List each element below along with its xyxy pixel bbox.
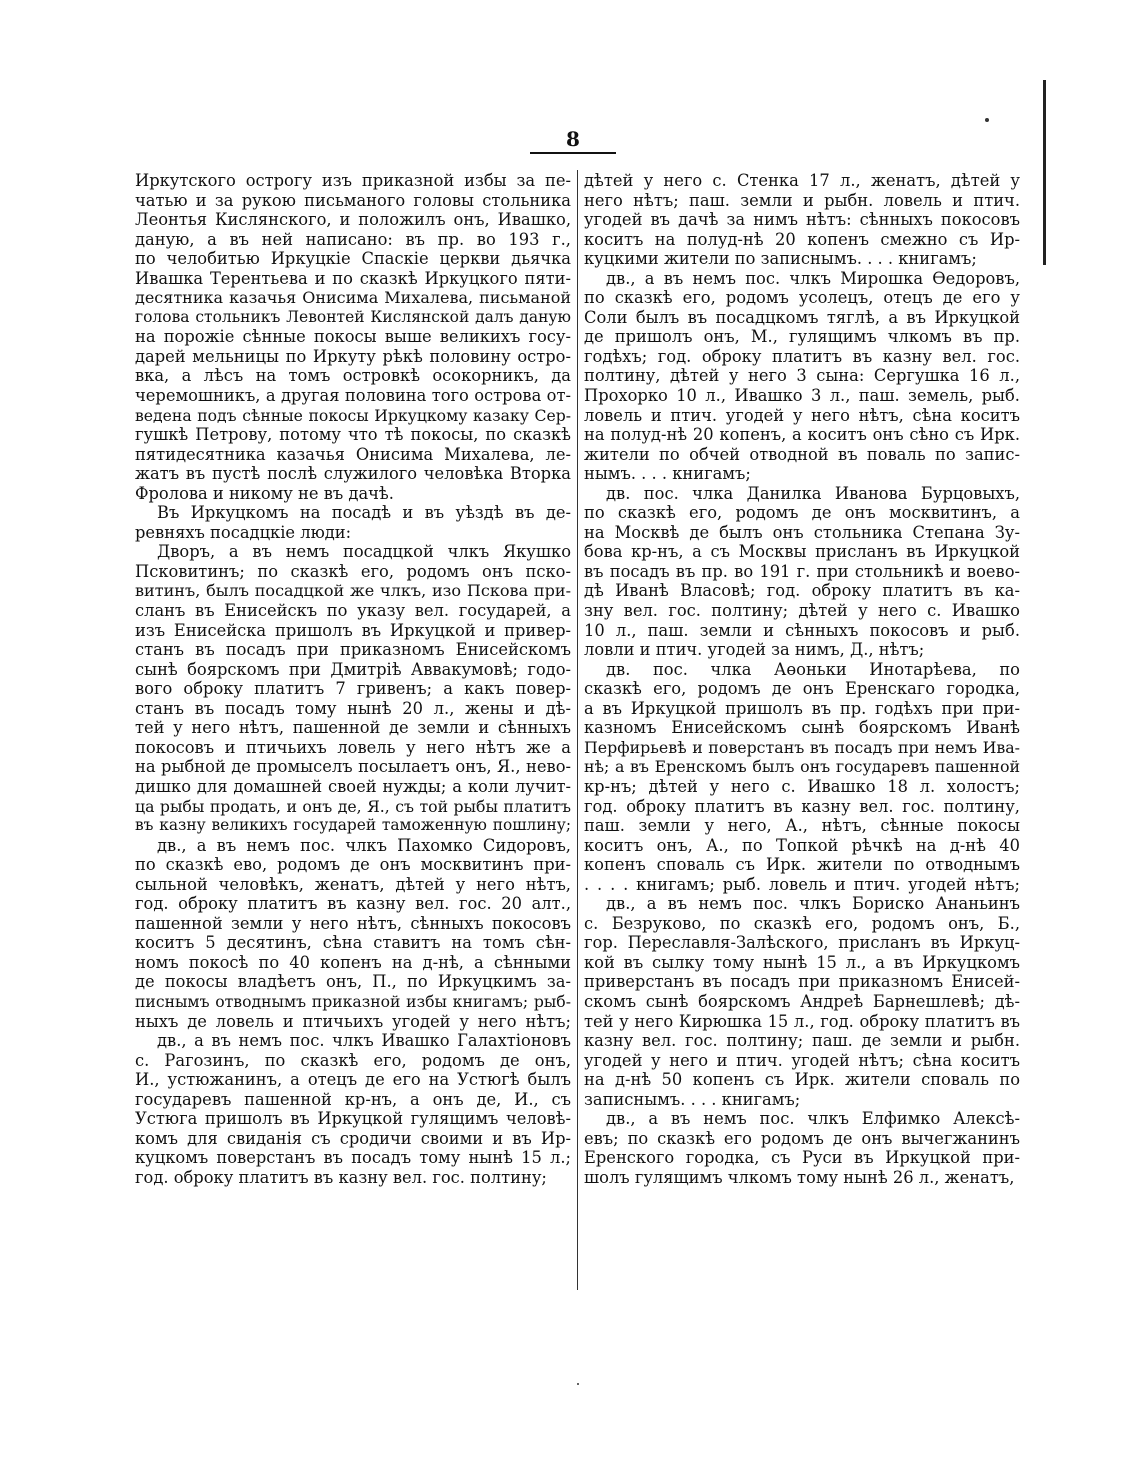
text-line: пятидесятника казачья Онисима Михалева, ле- bbox=[135, 444, 571, 464]
text-line: Соли былъ въ посадцкомъ тяглѣ, а въ Иркуцкой bbox=[584, 307, 1020, 327]
text-line: чатью и за рукою письманого головы стольника bbox=[135, 190, 571, 210]
text-line: даную, а въ ней написано: въ пр. во 193 г., bbox=[135, 229, 571, 249]
text-line: дѣ Иванѣ Власовѣ; год. оброку платитъ въ ка- bbox=[584, 581, 1020, 601]
text-line: дѣтей у него с. Стенка 17 л., женатъ, дѣтей у bbox=[584, 171, 1020, 190]
text-line: дишко для домашней своей нужды; а коли лучит- bbox=[135, 776, 571, 796]
text-line: дв. пос. члка Аөоньки Инотарѣева, по bbox=[606, 659, 1020, 679]
text-line: записнымъ. . . . книгамъ; bbox=[584, 1089, 801, 1109]
text-line: Ивашка Терентьева и по сказкѣ Иркуцкого пяти- bbox=[135, 268, 571, 288]
text-line: годѣхъ; год. оброку платитъ въ казну вел. гос. bbox=[584, 346, 1020, 366]
text-line: а въ Иркуцкой пришолъ въ пр. годѣхъ при при- bbox=[584, 698, 1020, 718]
text-line: де покосы владѣетъ онъ, П., по Иркуцкимъ за- bbox=[135, 972, 571, 992]
text-line: паш. земли у него, А., нѣтъ, сѣнные покосы bbox=[584, 816, 1020, 836]
text-line: скомъ сынѣ боярскомъ Андреѣ Барнешлевѣ; дѣ- bbox=[584, 991, 1020, 1011]
right-column bbox=[584, 171, 1020, 1187]
text-line: ревняхъ посадцкіе люди: bbox=[135, 522, 352, 542]
text-line: Леонтья Кислянского, и положилъ онъ, Ивашко, bbox=[135, 210, 571, 230]
text-line: кр-нъ; дѣтей у него с. Ивашко 18 л. холостъ; bbox=[584, 776, 1020, 796]
text-line: И., устюжанинъ, а отецъ де его на Устюгѣ былъ bbox=[135, 1070, 571, 1090]
text-line: евъ; по сказкѣ его родомъ де онъ вычегжанинъ bbox=[584, 1128, 1020, 1148]
text-line: ведена подъ сѣнные покосы Иркуцкому казаку Сер- bbox=[135, 405, 571, 425]
text-line: Устюга пришолъ въ Иркуцкой гулящимъ человѣ- bbox=[135, 1109, 571, 1129]
text-line: с. Безруково, по сказкѣ его, родомъ онъ, Б., bbox=[584, 913, 1020, 933]
text-line: кой въ сылку тому нынѣ 15 л., а въ Иркуцкомъ bbox=[584, 952, 1020, 972]
text-line: на д-нѣ 50 копенъ съ Ирк. жители споваль по bbox=[584, 1070, 1020, 1090]
text-line: покосовъ и птичьихъ ловель у него нѣтъ же а bbox=[135, 737, 571, 757]
text-line: угодей у него и птич. угодей нѣтъ; сѣна коситъ bbox=[584, 1050, 1020, 1070]
text-line: нѣ; а въ Еренскомъ былъ онъ государевъ пашенной bbox=[584, 757, 1020, 777]
text-line: тей у него Кирюшка 15 л., год. оброку платитъ въ bbox=[584, 1011, 1020, 1031]
text-line: угодей въ дачѣ за нимъ нѣтъ: сѣнныхъ покосовъ bbox=[584, 210, 1020, 230]
text-line: Перфирьевѣ и поверстанъ въ посадъ при немъ Ива- bbox=[584, 737, 1020, 757]
text-line: Псковитинъ; по сказкѣ его, родомъ онъ пско- bbox=[135, 561, 571, 581]
text-line: казну вел. гос. полтину; паш. де земли и рыбн. bbox=[584, 1031, 1020, 1051]
text-line: на полуд-нѣ 20 копенъ, а коситъ онъ сѣно съ Ирк. bbox=[584, 425, 1020, 445]
text-line: по челобитью Иркуцкіе Спаскіе церкви дьячка bbox=[135, 249, 571, 269]
text-line: зну вел. гос. полтину; дѣтей у него с. Ивашко bbox=[584, 601, 1020, 621]
text-line: изъ Енисейска пришолъ въ Иркуцкой и привер- bbox=[135, 620, 571, 640]
text-line: тей у него нѣтъ, пашенной де земли и сѣнныхъ bbox=[135, 718, 571, 738]
text-line: гор. Переславля-Залѣского, присланъ въ Иркуц- bbox=[584, 933, 1020, 953]
speck-mark bbox=[577, 1383, 579, 1385]
text-line: номъ покосѣ по 40 копенъ на д-нѣ, а сѣнными bbox=[135, 952, 571, 972]
text-line: сказкѣ его, родомъ де онъ Еренскаго городка, bbox=[584, 679, 1020, 699]
text-line: полтину, дѣтей у него 3 сына: Сергушка 16 л., bbox=[584, 366, 1020, 386]
text-line: Фролова и никому не въ дачѣ. bbox=[135, 483, 394, 503]
text-line: витинъ, былъ посадцкой же члкъ, изо Пскова при- bbox=[135, 581, 571, 601]
text-line: станъ въ посадъ при приказномъ Енисейскомъ bbox=[135, 640, 571, 660]
text-line: черемошникъ, а другая половина того острова от- bbox=[135, 386, 571, 406]
text-line: приверстанъ въ посадъ при приказномъ Енисей- bbox=[584, 972, 1020, 992]
text-line: коситъ онъ, А., по Топкой рѣчкѣ на д-нѣ 40 bbox=[584, 835, 1020, 855]
text-line: дв., а въ немъ пос. члкъ Мирошка Өедоровъ, bbox=[606, 268, 1020, 288]
text-line: жители по обчей отводной въ поваль по запис- bbox=[584, 444, 1020, 464]
text-line: ныхъ де ловель и птичьихъ угодей у него нѣтъ; bbox=[135, 1011, 571, 1031]
text-line: дв. пос. члка Данилка Иванова Бурцовыхъ, bbox=[606, 483, 1020, 503]
text-line: него нѣтъ; паш. земли и рыбн. ловель и птич. bbox=[584, 190, 1020, 210]
text-line: Иркутского острогу изъ приказной избы за пе- bbox=[135, 171, 571, 190]
text-line: дв., а въ немъ пос. члкъ Бориско Ананьинъ bbox=[606, 894, 1020, 914]
text-line: ца рыбы продать, и онъ де, Я., съ той рыбы платитъ bbox=[135, 796, 571, 816]
text-line: по сказкѣ ево, родомъ де онъ москвитинъ при- bbox=[135, 855, 571, 875]
text-line: куцкомъ поверстанъ въ посадъ тому нынѣ 15 л.; bbox=[135, 1148, 571, 1168]
page-number: 8 bbox=[566, 127, 580, 151]
text-line: по сказкѣ его, родомъ усолецъ, отецъ де его у bbox=[584, 288, 1020, 308]
margin-rule bbox=[1043, 80, 1046, 265]
text-line: год. оброку платитъ въ казну вел. гос. полтину, bbox=[584, 796, 1020, 816]
text-line: на порожіе сѣнные покосы выше великихъ госу- bbox=[135, 327, 571, 347]
text-line: нымъ. . . . книгамъ; bbox=[584, 464, 751, 484]
text-line: пашенной земли у него нѣтъ, сѣнныхъ покосовъ bbox=[135, 913, 571, 933]
left-column bbox=[135, 171, 571, 1187]
text-line: голова стольникъ Левонтей Кислянской далъ даную bbox=[135, 307, 571, 326]
text-line: станъ въ посадъ тому нынѣ 20 л., жены и дѣ- bbox=[135, 698, 571, 718]
text-line: гушкѣ Петрову, потому что тѣ покосы, по сказкѣ bbox=[135, 425, 571, 445]
text-line: дарей мельницы по Иркуту рѣкѣ половину остро- bbox=[135, 346, 571, 366]
text-line: сланъ въ Енисейскъ по указу вел. государей, а bbox=[135, 601, 571, 621]
page-number-underline bbox=[530, 152, 616, 154]
column-divider bbox=[577, 170, 578, 1290]
text-line: по сказкѣ его, родомъ де онъ москвитинъ, а bbox=[584, 503, 1020, 523]
text-line: коситъ 5 десятинъ, сѣна ставитъ на томъ сѣн- bbox=[135, 933, 571, 953]
text-line: с. Рагозинъ, по сказкѣ его, родомъ де онъ, bbox=[135, 1050, 571, 1070]
text-line: комъ для свиданія съ сродичи своими и въ Ир- bbox=[135, 1128, 571, 1148]
text-line: въ казну великихъ государей таможенную пошлину; bbox=[135, 816, 571, 835]
text-line: Прохорко 10 л., Ивашко 3 л., паш. земель, рыб. bbox=[584, 386, 1020, 406]
text-line: год. оброку платитъ въ казну вел. гос. 20 алт., bbox=[135, 894, 571, 914]
text-line: вого оброку платитъ 7 гривенъ; а какъ повер- bbox=[135, 679, 571, 699]
text-line: де пришолъ онъ, М., гулящимъ члкомъ въ пр. bbox=[584, 327, 1020, 347]
text-line: . . . . книгамъ; рыб. ловель и птич. угодей нѣтъ; bbox=[584, 874, 1020, 894]
text-line: Въ Иркуцкомъ на посадѣ и въ уѣздѣ въ де- bbox=[157, 503, 571, 523]
text-line: бова кр-нъ, а съ Москвы присланъ въ Иркуцкой bbox=[584, 542, 1020, 562]
text-line: куцкими жители по записнымъ. . . . книгамъ; bbox=[584, 249, 977, 269]
speck-mark bbox=[985, 118, 989, 122]
text-line: коситъ на полуд-нѣ 20 копенъ смежно съ Ир- bbox=[584, 229, 1020, 249]
text-line: шолъ гулящимъ члкомъ тому нынѣ 26 л., женатъ, bbox=[584, 1167, 1015, 1187]
text-line: казномъ Енисейскомъ сынѣ боярскомъ Иванѣ bbox=[584, 718, 1020, 738]
text-line: сыльной человѣкъ, женатъ, дѣтей у него нѣтъ, bbox=[135, 874, 571, 894]
text-line: въ посадъ въ пр. во 191 г. при стольникѣ и воево- bbox=[584, 561, 1020, 581]
text-line: дв., а въ немъ пос. члкъ Елфимко Алексѣ- bbox=[606, 1109, 1020, 1129]
text-line: Еренского городка, съ Руси въ Иркуцкой при- bbox=[584, 1148, 1020, 1168]
text-line: писнымъ отводнымъ приказной избы книгамъ; рыб- bbox=[135, 991, 571, 1011]
text-line: Дворъ, а въ немъ посадцкой члкъ Якушко bbox=[157, 542, 571, 562]
text-line: ловли и птич. угодей за нимъ, Д., нѣтъ; bbox=[584, 640, 925, 660]
text-line: год. оброку платитъ въ казну вел. гос. полтину; bbox=[135, 1167, 547, 1187]
text-line: сынѣ боярскомъ при Дмитріѣ Аввакумовѣ; годо- bbox=[135, 659, 571, 679]
text-line: государевъ пашенной кр-нъ, а онъ де, И., съ bbox=[135, 1089, 571, 1109]
text-line: 10 л., паш. земли и сѣнныхъ покосовъ и рыб. bbox=[584, 620, 1020, 640]
text-line: дв., а въ немъ пос. члкъ Ивашко Галахтіоновъ bbox=[157, 1031, 571, 1051]
text-line: ловель и птич. угодей у него нѣтъ, сѣна коситъ bbox=[584, 405, 1020, 425]
text-line: на рыбной де промыселъ посылаетъ онъ, Я., нево- bbox=[135, 757, 571, 777]
text-line: дв., а въ немъ пос. члкъ Пахомко Сидоровъ, bbox=[157, 835, 571, 855]
text-line: вка, а лѣсъ на томъ островкѣ осокорникъ, да bbox=[135, 366, 571, 386]
text-line: жатъ въ пустѣ послѣ служилого человѣка Вторка bbox=[135, 464, 571, 484]
text-line: десятника казачья Онисима Михалева, письманой bbox=[135, 288, 571, 308]
text-line: на Москвѣ де былъ онъ стольника Степана Зу- bbox=[584, 522, 1020, 542]
text-line: копенъ споваль съ Ирк. жители по отводнымъ bbox=[584, 855, 1020, 875]
